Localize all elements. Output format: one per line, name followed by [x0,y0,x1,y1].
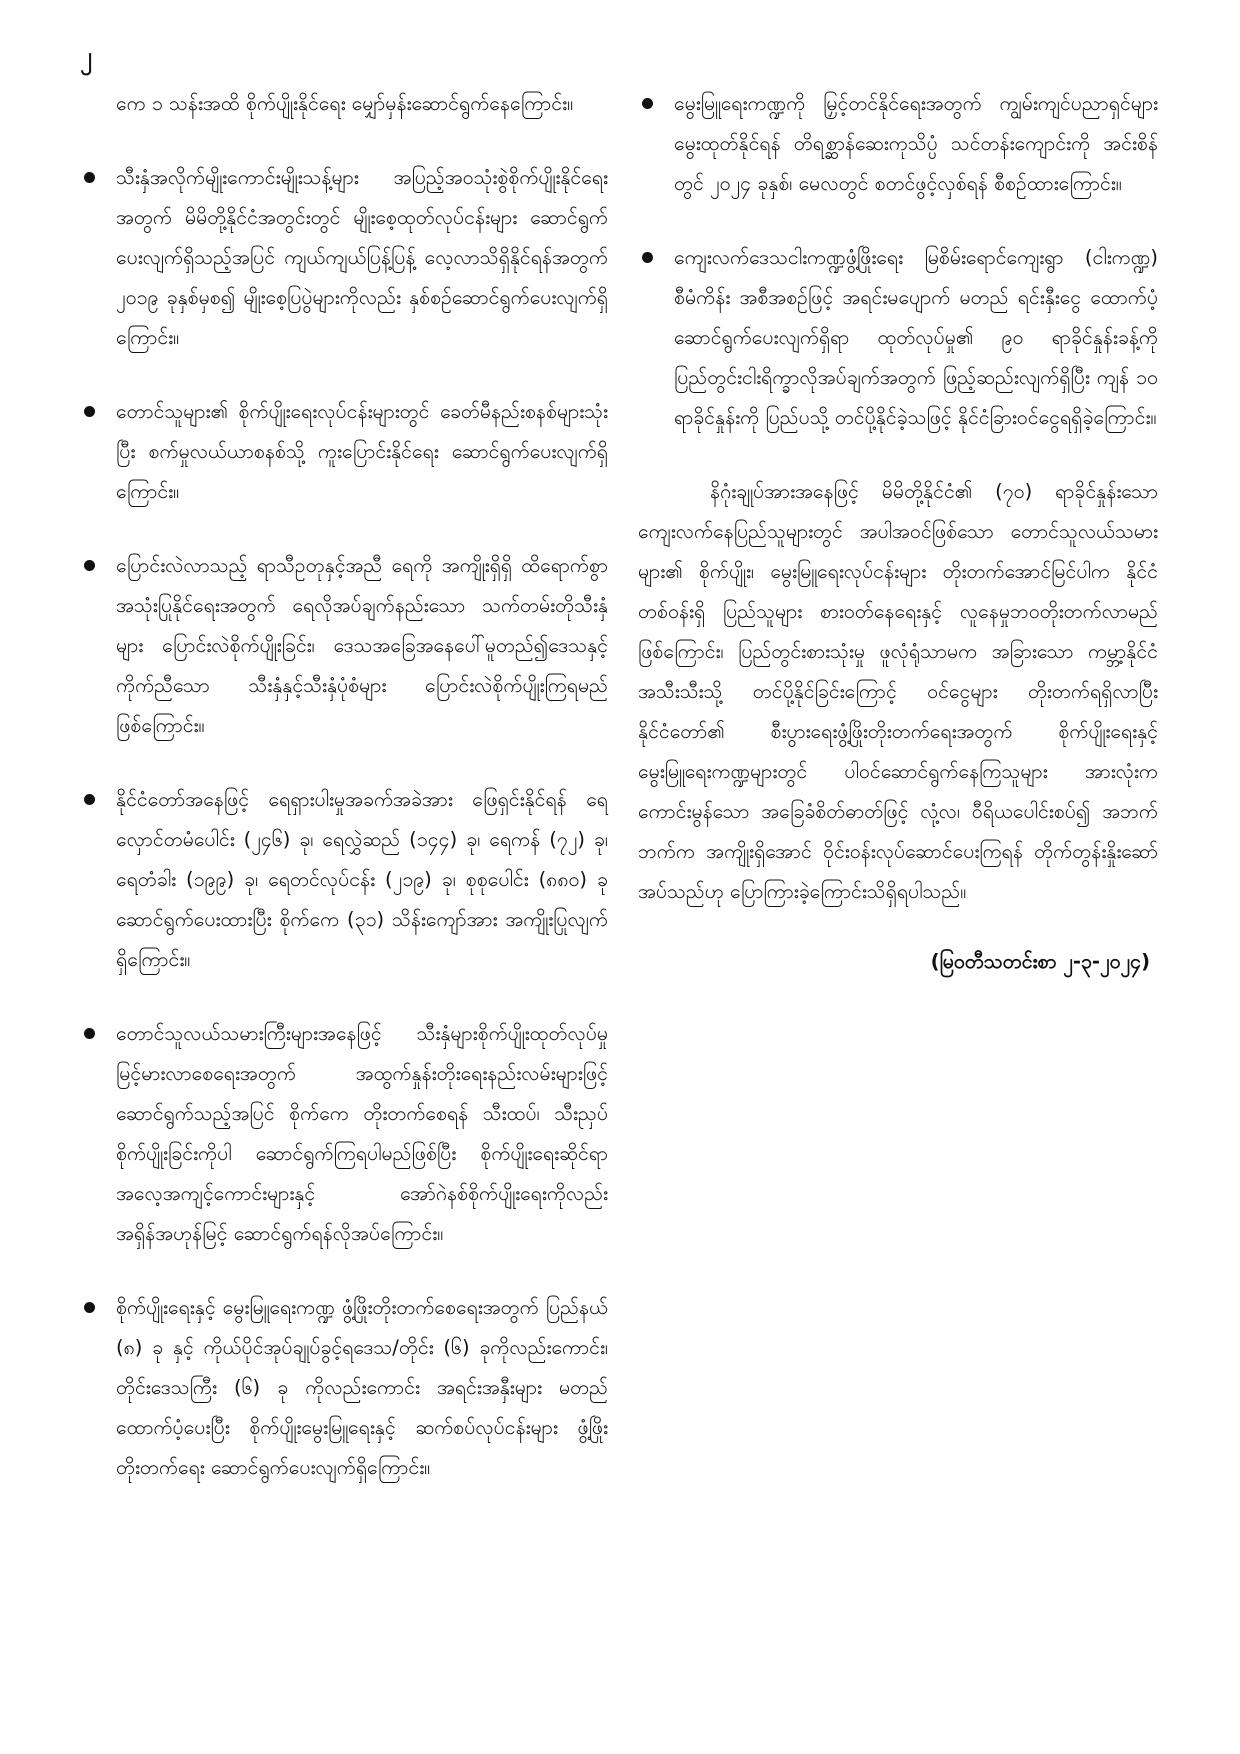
bullet-dot-icon [84,794,95,805]
right-column [638,84,1158,982]
bullet-item [80,158,608,358]
bullet-text: တောင်သူများ၏ စိုက်ပျိုးရေးလုပ်ငန်းများတွင် ခေတ်မီနည်းစနစ်များသုံးပြီး စက်မှုလယ်ယာစနစ်သို့ ကူးပြောင်းနိုင်ရေး ဆောင်ရွက်ပေးလျက်ရှိကြောင်း။ [116,400,608,503]
bullet-text: တောင်သူလယ်သမားကြီးများအနေဖြင့် သီးနှံများစိုက်ပျိုးထုတ်လုပ်မှု မြင့်မားလာစေရေးအတွက် အထွက်နှုန်းတိုးရေးနည်းလမ်းများဖြင့် ဆောင်ရွက်သည့်အပြင် စိုက်ကေ တိုးတက်စေရန် သီးထပ်၊ သီးညှပ်စိုက်ပျိုးခြင်းကိုပါ ဆောင်ရွက်ကြရပါမည်ဖြစ်ပြီး စိုက်ပျိုးရေးဆိုင်ရာ အလေ့အကျင့်ကောင်းများနှင့် အော်ဂဲနစ်စိုက်ပျိုးရေးကိုလည်း အရှိန်အဟုန်မြင့် ဆောင်ရွက်ရန်လိုအပ်ကြောင်း။ [116,1022,608,1245]
bullet-item [638,238,1158,438]
bullet-dot-icon [84,172,95,183]
bullet-text: သီးနှံအလိုက်မျိုးကောင်းမျိုးသန့်များ အပြည့်အဝသုံးစွဲစိုက်ပျိုးနိုင်ရေးအတွက် မိမိတို့နိုင်ငံအတွင်းတွင် မျိုးစေ့ထုတ်လုပ်ငန်းများ ဆောင်ရွက်ပေးလျက်ရှိသည့်အပြင် ကျယ်ကျယ်ပြန့်ပြန့် လေ့လာသိရှိနိုင်ရန်အတွက် ၂၀၁၉ ခုနှစ်မှစ၍ မျိုးစေ့ပြပွဲများကိုလည်း နှစ်စဉ်ဆောင်ရွက်ပေးလျက်ရှိကြောင်း။ [116,166,608,349]
bullet-dot-icon [642,252,653,263]
bullet-text: မွေးမြူရေးကဏ္ဍကို မြှင့်တင်နိုင်ရေးအတွက် ကျွမ်းကျင်ပညာရှင်များ မွေးထုတ်နိုင်ရန် တိရစ္ဆာန်ဆေးကုသိပ္ပံ သင်တန်းကျောင်းကို အင်းစိန်တွင် ၂၀၂၄ ခုနှစ်၊ မေလတွင် စတင်ဖွင့်လှစ်ရန် စီစဉ်ထားကြောင်း။ [674,92,1158,195]
left-column [80,84,608,1522]
bullet-item [638,84,1158,204]
bullet-item [80,780,608,980]
bullet-dot-icon [84,1302,95,1313]
bullet-text: စိုက်ပျိုးရေးနှင့် မွေးမြူရေးကဏ္ဍ ဖွံ့ဖြိုးတိုးတက်စေရေးအတွက် ပြည်နယ် (၈) ခု နှင့် ကိုယ်ပိုင်အုပ်ချုပ်ခွင့်ရဒေသ/တိုင်း (၆) ခုကိုလည်းကောင်း၊ တိုင်းဒေသကြီး (၆) ခု ကိုလည်းကောင်း အရင်းအနှီးများ မတည်ထောက်ပံ့ပေးပြီး စိုက်ပျိုးမွေးမြူရေးနှင့် ဆက်စပ်လုပ်ငန်းများ ဖွံ့ဖြိုးတိုးတက်ရေး ဆောင်ရွက်ပေးလျက်ရှိကြောင်း။ [116,1296,608,1479]
closing-paragraph: နိဂုံးချုပ်အားအနေဖြင့် မိမိတို့နိုင်ငံ၏ (၇၀) ရာခိုင်နှုန်းသော ကျေးလက်နေပြည်သူများတွင် အပါအဝင်ဖြစ်သော တောင်သူလယ်သမားများ၏ စိုက်ပျိုး၊ မွေးမြူရေးလုပ်ငန်းများ တိုးတက်အောင်မြင်ပါက နိုင်ငံတစ်ဝန်းရှိ ပြည်သူများ စားဝတ်နေရေးနှင့် လူနေမှုဘဝတိုးတက်လာမည်ဖြစ်ကြောင်း၊ ပြည်တွင်းစားသုံးမှု ဖူလုံရုံသာမက အခြားသော ကမ္ဘာ့နိုင်ငံအသီးသီးသို့ တင်ပို့နိုင်ခြင်းကြောင့် ဝင်ငွေများ တိုးတက်ရရှိလာပြီး နိုင်ငံတော်၏ စီးပွားရေးဖွံ့ဖြိုးတိုးတက်ရေးအတွက် စိုက်ပျိုးရေးနှင့် မွေးမြူရေးကဏ္ဍများတွင် ပါဝင်ဆောင်ရွက်နေကြသူများ အားလုံးက ကောင်းမွန်သော အခြေခံစိတ်ဓာတ်ဖြင့် လုံ့လ၊ ဝီရိယပေါင်းစပ်၍ အဘက်ဘက်က အကျိုးရှိအောင် ဝိုင်းဝန်းလုပ်ဆောင်ပေးကြရန် တိုက်တွန်းနှိုးဆော်အပ်သည်ဟု ပြောကြားခဲ့ကြောင်းသိရှိရပါသည်။ [638,480,1158,903]
bullet-text: နိုင်ငံတော်အနေဖြင့် ရေရှားပါးမှုအခက်အခဲအား ဖြေရှင်းနိုင်ရန် ရေလှောင်တမံပေါင်း (၂၄၆) ခု၊ ရေလွှဲဆည် (၁၄၄) ခု၊ ရေကန် (၇၂) ခု၊ ရေတံခါး (၁၉၉) ခု၊ ရေတင်လုပ်ငန်း (၂၁၉) ခု၊ စုစုပေါင်း (၈၈၀) ခု ဆောင်ရွက်ပေးထားပြီး စိုက်ကေ (၃၁) သိန်းကျော်အား အကျိုးပြုလျက်ရှိကြောင်း။ [116,788,608,971]
bullet-dot-icon [84,406,95,417]
bullet-dot-icon [84,1028,95,1039]
bullet-text: ကျေးလက်ဒေသငါးကဏ္ဍဖွံ့ဖြိုးရေး မြစိမ်းရောင်ကျေးရွာ (ငါးကဏ္ဍ) စီမံကိန်း အစီအစဉ်ဖြင့် အရင်းမပျောက် မတည် ရင်းနှီးငွေ ထောက်ပံ့ဆောင်ရွက်ပေးလျက်ရှိရာ ထုတ်လုပ်မှု၏ ၉၀ ရာခိုင်နှုန်းခန့်ကို ပြည်တွင်းငါးရိက္ခာလိုအပ်ချက်အတွက် ဖြည့်ဆည်းလျက်ရှိပြီး ကျန် ၁၀ ရာခိုင်နှုန်းကို ပြည်ပသို့ တင်ပို့နိုင်ခဲ့သဖြင့် နိုင်ငံခြားဝင်ငွေရရှိခဲ့ကြောင်း။ [674,246,1158,429]
page-number: ၂ [80,42,92,70]
bullet-item [80,546,608,746]
bullet-dot-icon [84,560,95,571]
bullet-text: ပြောင်းလဲလာသည့် ရာသီဥတုနှင့်အညီ ရေကို အကျိုးရှိရှိ ထိရောက်စွာ အသုံးပြုနိုင်ရေးအတွက် ရေလိုအပ်ချက်နည်းသော သက်တမ်းတိုသီးနှံများ ပြောင်းလဲစိုက်ပျိုးခြင်း၊ ဒေသအခြေအနေပေါ်မူတည်၍ဒေသနှင့် ကိုက်ညီသော သီးနှံနှင့်သီးနှံပုံစံများ ပြောင်းလဲစိုက်ပျိုးကြရမည်ဖြစ်ကြောင်း။ [116,554,608,737]
bullet-dot-icon [642,98,653,109]
bullet-item [80,1014,608,1254]
source-citation: (မြဝတီသတင်းစာ ၂-၃-၂၀၂၄) [930,950,1150,973]
bullet-item [80,1288,608,1488]
continuation-text: ကေ ၁ သန်းအထိ စိုက်ပျိုးနိုင်ရေး မျှော်မှန်းဆောင်ရွက်နေကြောင်း။ [116,92,573,115]
bullet-item [80,392,608,512]
